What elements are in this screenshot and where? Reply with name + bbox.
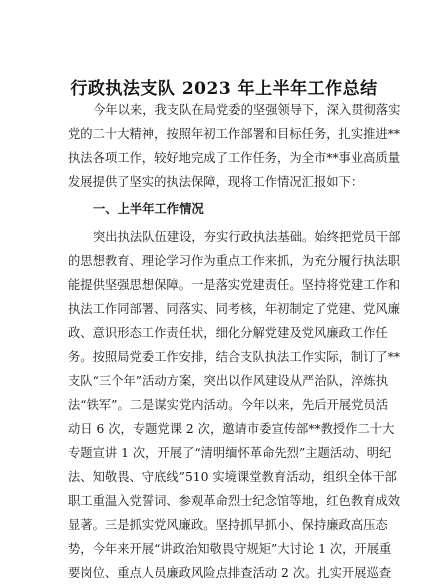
document-title: 行政执法支队 2023 年上半年工作总结 bbox=[70, 79, 378, 99]
paragraph-line: 显著。三是抓实党风廉政。坚持抓早抓小、保持廉政高压态 bbox=[68, 518, 388, 532]
paragraph-line: 法“铁军”。二是谋实党内活动。今年以来，先后开展党员活 bbox=[68, 398, 388, 412]
paragraph-line: 能提供坚强思想保障。一是落实党建责任。坚持将党建工作和 bbox=[68, 278, 401, 292]
paragraph-line: 支队“三个年”活动方案，突出以作风建设从严治队，淬炼执 bbox=[68, 374, 388, 388]
paragraph-line: 势，今年来开展“讲政治知敬畏守规矩”大讨论 1 次，开展重 bbox=[68, 542, 392, 556]
paragraph-line: 动日 6 次，专题党课 2 次，邀请市委宣传部**教授作二十大 bbox=[68, 422, 395, 436]
paragraph-line: 党的二十大精神，按照年初工作部署和目标任务，扎实推进** bbox=[68, 127, 401, 141]
section-heading: 一、上半年工作情况 bbox=[93, 201, 204, 216]
paragraph-line: 专题宣讲 1 次，开展了“清明缅怀革命先烈”主题活动、明纪 bbox=[68, 446, 392, 460]
paragraph-line: 突出执法队伍建设，夯实行政执法基础。始终把党员干部 bbox=[93, 230, 401, 244]
paragraph-line: 执法工作同部署、同落实、同考核，年初制定了党建、党风廉 bbox=[68, 302, 401, 316]
paragraph-line: 法、知敬畏、守底线”510 实境课堂教育活动，组织全体干部 bbox=[68, 470, 397, 484]
paragraph-line: 今年以来，我支队在局党委的坚强领导下，深入贯彻落实 bbox=[93, 103, 401, 117]
paragraph-line: 务。按照局党委工作安排，结合支队执法工作实际，制订了** bbox=[68, 350, 401, 364]
paragraph-line: 政、意识形态工作责任状，细化分解党建及党风廉政工作任 bbox=[68, 326, 388, 340]
paragraph-line: 发展提供了坚实的执法保障，现将工作情况汇报如下： bbox=[68, 175, 364, 189]
paragraph-line: 要岗位、重点人员廉政风险点排查活动 2 次。扎实开展巡查 bbox=[68, 566, 392, 580]
paragraph-line: 的思想教育、理论学习作为重点工作来抓，为充分履行执法职 bbox=[68, 254, 401, 268]
paragraph-line: 职工重温入党誓词、参观革命烈士纪念馆等地，红色教育成效 bbox=[68, 494, 401, 508]
paragraph-line: 执法各项工作，较好地完成了工作任务，为全市**事业高质量 bbox=[68, 151, 401, 165]
